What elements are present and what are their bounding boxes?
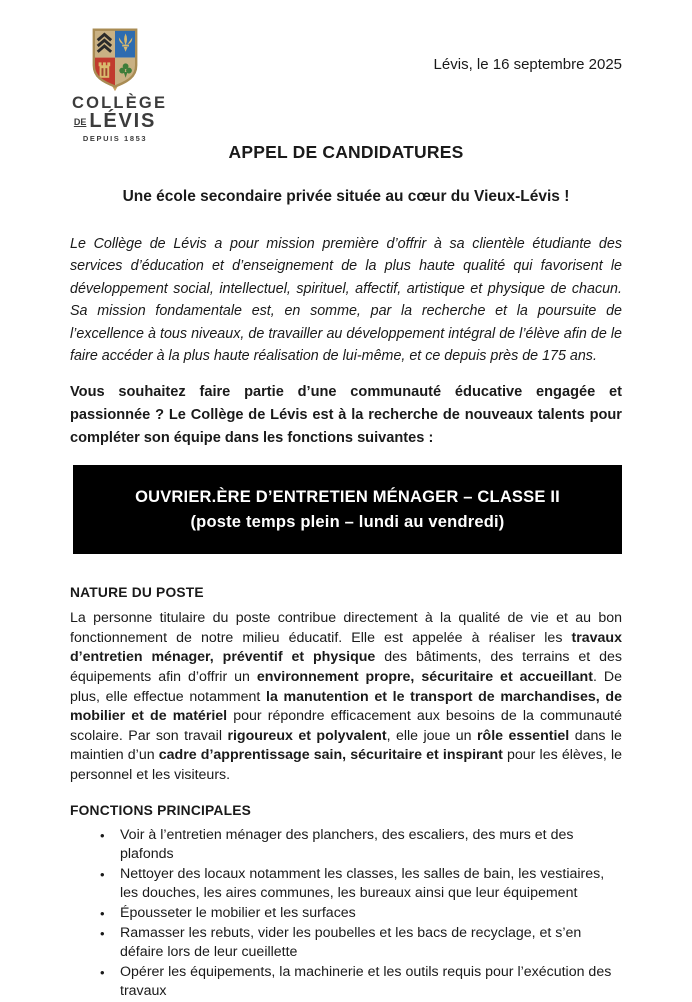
bullet-icon: •	[100, 964, 105, 980]
job-title-banner	[73, 465, 622, 554]
list-item	[100, 924, 622, 963]
text-segment: , elle joue un	[386, 727, 478, 744]
text-segment: des bâtiments, des terrains et des équipements afin d’offrir un	[70, 649, 622, 685]
page-subtitle: Une école secondaire privée située au cœur du Vieux-Lévis !	[122, 188, 570, 205]
text-segment: pour répondre efficacement aux besoins de la communauté scolaire. Par son travail	[70, 708, 622, 744]
header	[70, 0, 622, 143]
bullet-icon: •	[100, 866, 105, 882]
bullet-icon: •	[100, 905, 105, 921]
logo-depuis-text: DEPUIS 1853	[82, 134, 148, 143]
nature-paragraph	[70, 609, 622, 785]
text-segment: . De plus, elle effectue notamment	[70, 669, 622, 705]
list-item	[100, 963, 622, 1002]
bold-text-segment: rôle essentiel	[477, 727, 570, 744]
date-line: Lévis, le 16 septembre 2025	[433, 56, 622, 73]
college-levis-logo	[72, 26, 168, 143]
bold-text-segment: travaux d’entretien ménager, préventif et physique	[70, 629, 622, 666]
job-schedule-text: (poste temps plein – lundi au vendredi)	[190, 513, 505, 532]
list-item	[100, 904, 622, 924]
logo-de-levis-text	[72, 112, 158, 132]
mission-paragraph: Le Collège de Lévis a pour mission première d’offrir à sa clientèle étudiante des services d’éducation et d’enseignement de la plus haute qualité qui favorisent le développement social, intellectuel, spirituel, affectif, artistique et physique de chacun. Sa mission fondamentale est, en somme, par la recherche et la poursuite de l’excellence à tous niveaux, de travailler au développement intégral de l’élève afin de le faire accéder à la plus haute réalisation de lui-même, et ce depuis près de 175 ans.	[70, 236, 622, 365]
logo-college-text: COLLÈGE	[72, 94, 168, 112]
bold-text-segment: cadre d’apprentissage sain, sécuritaire et inspirant	[158, 747, 503, 764]
fonctions-list	[70, 826, 622, 1002]
section-heading-fonctions-principales: FONCTIONS PRINCIPALES	[70, 802, 252, 818]
list-item	[100, 826, 622, 865]
college-crest-icon	[89, 26, 141, 93]
bold-text-segment: rigoureux et polyvalent	[227, 727, 387, 744]
bold-text-segment: environnement propre, sécuritaire et accueillant	[256, 669, 593, 685]
logo-levis-text: LÉVIS	[89, 110, 157, 132]
logo-de-text: DE	[73, 117, 87, 127]
bullet-text: Nettoyer des locaux notamment les classes, les salles de bain, les vestiaires, les douches, les aires communes, les bureaux ainsi que leur équipement	[120, 865, 605, 902]
list-item	[100, 865, 622, 904]
text-segment: La personne titulaire du poste contribue directement à la qualité de vie et au bon fonctionnement de notre milieu éducatif. Elle est appelée à réaliser les	[70, 610, 622, 646]
bullet-icon: •	[100, 827, 105, 843]
bullet-text: Voir à l’entretien ménager des planchers, des escaliers, des murs et des plafonds	[120, 826, 574, 863]
text-segment: dans le maintien d’un	[70, 727, 622, 764]
bullet-text: Épousseter le mobilier et les surfaces	[120, 904, 356, 921]
section-heading-nature-du-poste: NATURE DU POSTE	[70, 585, 204, 601]
bullet-text: Ramasser les rebuts, vider les poubelles et les bacs de recyclage, et s’en défaire lors de leur cueillette	[120, 924, 582, 961]
page-title: APPEL DE CANDIDATURES	[228, 142, 464, 162]
job-title-text: OUVRIER.ÈRE D’ENTRETIEN MÉNAGER – CLASSE II	[135, 488, 560, 507]
bullet-icon: •	[100, 925, 105, 941]
invitation-paragraph: Vous souhaitez faire partie d’une communauté éducative engagée et passionnée ? Le Collège de Lévis est à la recherche de nouveaux talents pour compléter son équipe dans les fonctions suivantes :	[70, 384, 622, 446]
bold-text-segment: la manutention et le transport de marchandises, de mobilier et de matériel	[70, 688, 622, 725]
tower-icon	[99, 62, 111, 77]
text-segment: pour les élèves, le personnel et les visiteurs.	[70, 747, 622, 783]
bullet-text: Opérer les équipements, la machinerie et les outils requis pour l’exécution des travaux	[120, 963, 612, 1000]
